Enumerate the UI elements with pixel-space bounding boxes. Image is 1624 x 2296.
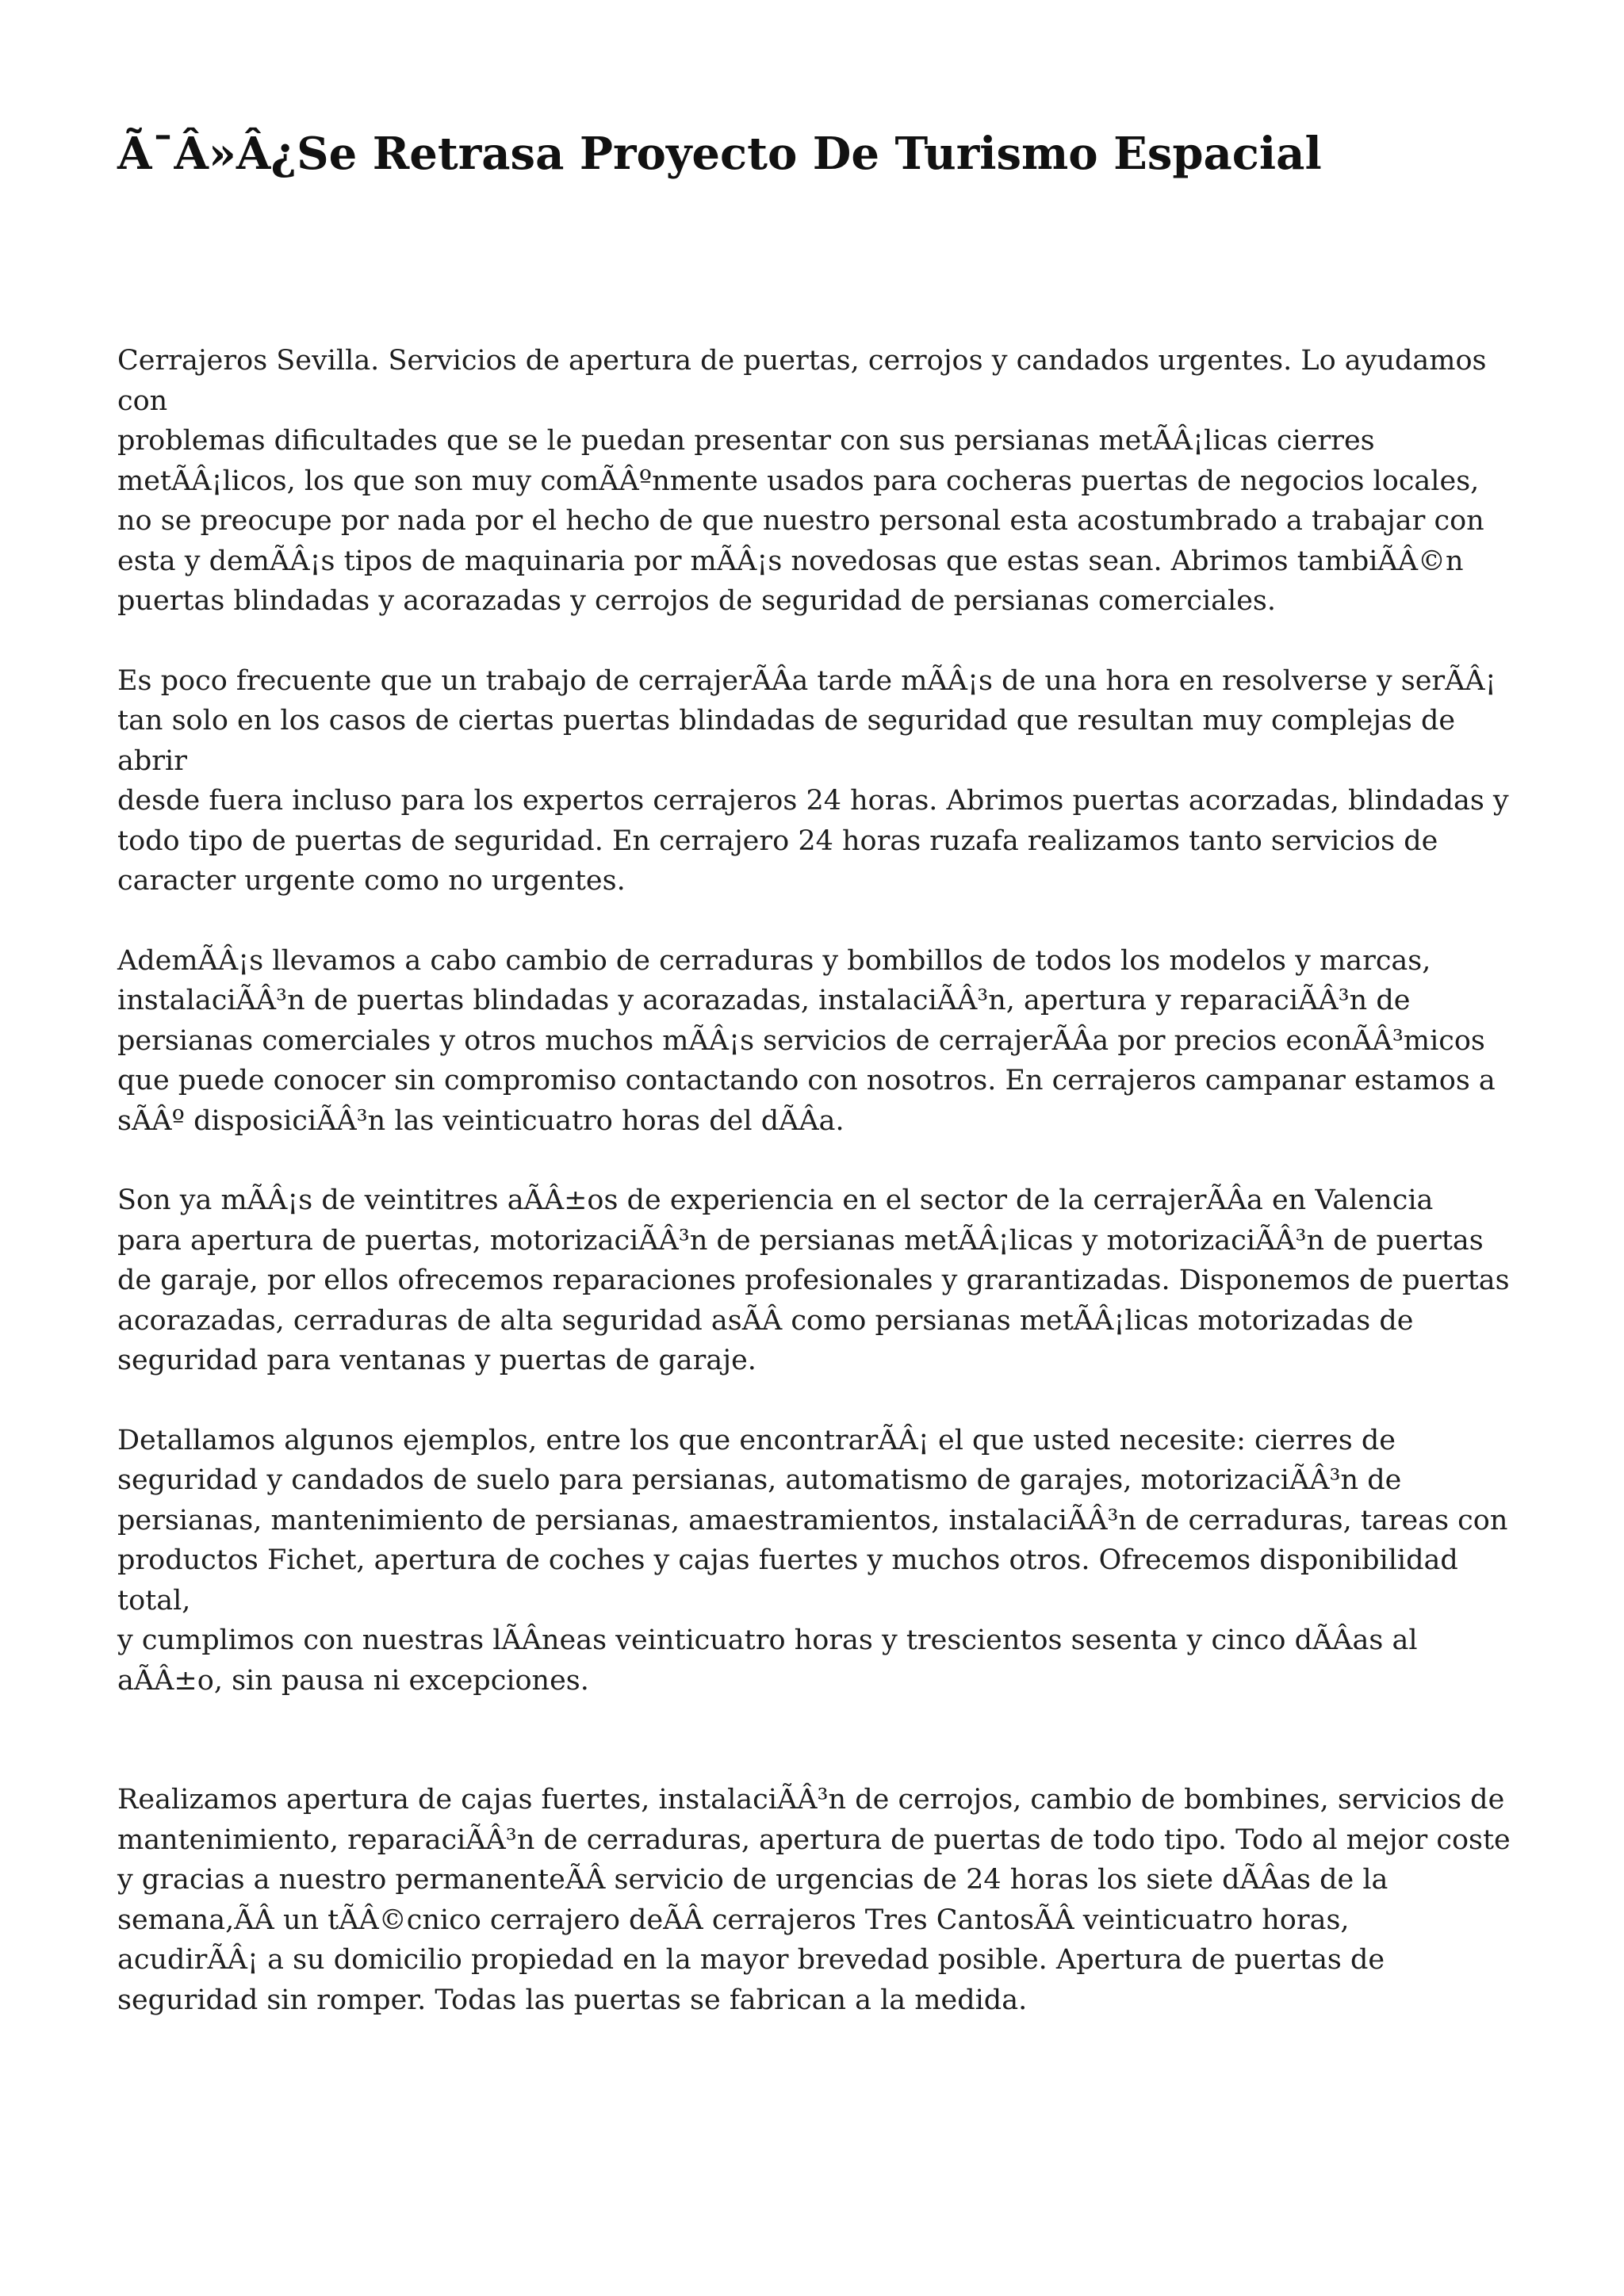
paragraph-6: Realizamos apertura de cajas fuertes, instalaciÃÂ³n de cerrojos, cambio de bombines, servicios de mantenimiento, reparaciÃÂ³n de cerraduras, apertura de puertas de todo tipo. Todo al mejor coste y gracias a nuestro permanenteÃÂ servicio de urgencias de 24 horas los siete dÃÂas de la semana,ÃÂ un tÃÂ©cnico cerrajero deÃÂ cerrajeros Tres CantosÃÂ veinticuatro horas, acudirÃÂ¡ a su domicilio propiedad en la mayor brevedad posible. Apertura de puertas de seguridad sin romper. Todas las puertas se fabrican a la medida. xyxy=(117,1784,1511,2016)
document-title: Ã¯Â»Â¿Se Retrasa Proyecto De Turismo Espacial xyxy=(117,128,1322,180)
document-body xyxy=(117,341,1521,2060)
paragraph-3: AdemÃÂ¡s llevamos a cabo cambio de cerraduras y bombillos de todos los modelos y marcas, instalaciÃÂ³n de puertas blindadas y acorazadas, instalaciÃÂ³n, apertura y reparaciÃÂ³n de persianas comerciales y otros muchos mÃÂ¡s servicios de cerrajerÃÂa por precios econÃÂ³micos que puede conocer sin compromiso contactando con nosotros. En cerrajeros campanar estamos a sÃÂº disposiciÃÂ³n las veinticuatro horas del dÃÂa. xyxy=(117,944,1496,1137)
paragraph-1: Cerrajeros Sevilla. Servicios de apertura de puertas, cerrojos y candados urgentes. Lo ayudamos con problemas dificultades que se le puedan presentar con sus persianas metÃÂ¡licas cierres metÃÂ¡licos, los que son muy comÃÂºnmente usados para cocheras puertas de negocios locales, no se preocupe por nada por el hecho de que nuestro personal esta acostumbrado a trabajar con esta y demÃÂ¡s tipos de maquinaria por mÃÂ¡s novedosas que estas sean. Abrimos tambiÃÂ©n puertas blindadas y acorazadas y cerrojos de seguridad de persianas comerciales. xyxy=(117,345,1487,617)
paragraph-2: Es poco frecuente que un trabajo de cerrajerÃÂa tarde mÃÂ¡s de una hora en resolverse y serÃÂ¡ tan solo en los casos de ciertas puertas blindadas de seguridad que resultan muy complejas de abrir desde fuera incluso para los expertos cerrajeros 24 horas. Abrimos puertas acorzadas, blindadas y todo tipo de puertas de seguridad. En cerrajero 24 horas ruzafa realizamos tanto servicios de caracter urgente como no urgentes. xyxy=(117,664,1509,897)
paragraph-4: Son ya mÃÂ¡s de veintitres aÃÂ±os de experiencia en el sector de la cerrajerÃÂa en Valencia para apertura de puertas, motorizaciÃÂ³n de persianas metÃÂ¡licas y motorizaciÃÂ³n de puertas de garaje, por ellos ofrecemos reparaciones profesionales y grarantizadas. Disponemos de puertas acorazadas, cerraduras de alta seguridad asÃÂ como persianas metÃÂ¡licas motorizadas de seguridad para ventanas y puertas de garaje. xyxy=(117,1184,1510,1376)
paragraph-5: Detallamos algunos ejemplos, entre los que encontrarÃÂ¡ el que usted necesite: cierres de seguridad y candados de suelo para persianas, automatismo de garajes, motorizaciÃÂ³n de persianas, mantenimiento de persianas, amaestramientos, instalaciÃÂ³n de cerraduras, tareas con productos Fichet, apertura de coches y cajas fuertes y muchos otros. Ofrecemos disponibilidad total, y cumplimos con nuestras lÃÂneas veinticuatro horas y trescientos sesenta y cinco dÃÂas al aÃÂ±o, sin pausa ni excepciones. xyxy=(117,1424,1508,1697)
